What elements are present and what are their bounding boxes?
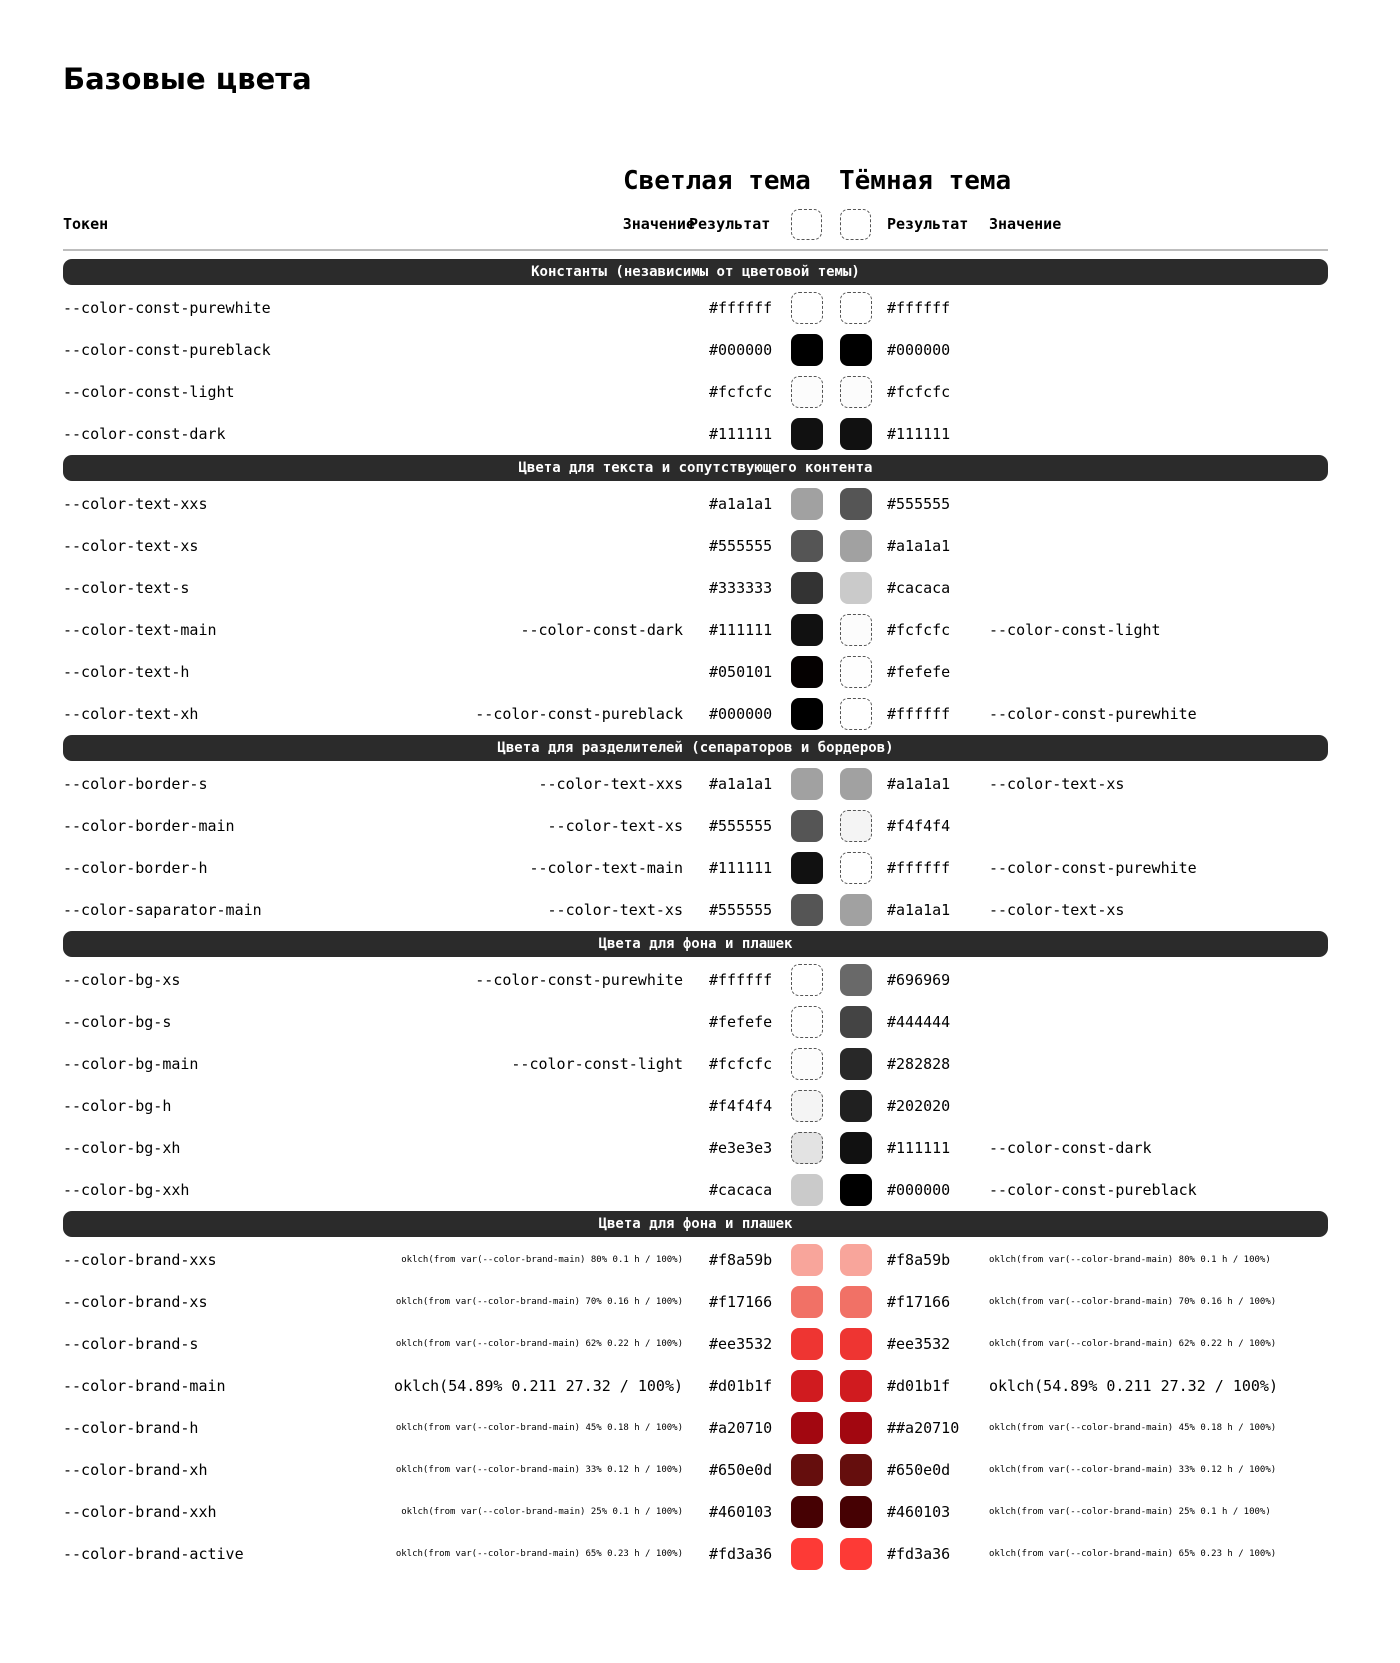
token-name: --color-brand-main xyxy=(63,1377,226,1395)
token-row xyxy=(63,1085,1328,1127)
light-color-swatch xyxy=(791,1090,823,1122)
light-color-swatch xyxy=(791,572,823,604)
token-name: --color-bg-h xyxy=(63,1097,172,1115)
token-row xyxy=(63,1001,1328,1043)
token-row xyxy=(63,483,1328,525)
light-color-swatch xyxy=(791,1132,823,1164)
dark-color-swatch xyxy=(840,1048,872,1080)
dark-hex: #460103 xyxy=(887,1503,951,1521)
section-header: Цвета для фона и плашек xyxy=(63,931,1328,957)
token-row xyxy=(63,651,1328,693)
light-value: --color-const-light xyxy=(511,1055,683,1073)
dark-hex: #202020 xyxy=(887,1097,951,1115)
token-row xyxy=(63,1407,1328,1449)
dark-hex: #fcfcfc xyxy=(887,383,951,401)
token-name: --color-text-main xyxy=(63,621,217,639)
token-name: --color-bg-xh xyxy=(63,1139,181,1157)
token-name: --color-text-h xyxy=(63,663,190,681)
dark-color-swatch xyxy=(840,1090,872,1122)
dark-color-swatch xyxy=(840,768,872,800)
light-hex: #050101 xyxy=(709,663,773,681)
light-hex: #e3e3e3 xyxy=(709,1139,773,1157)
dark-hex: #ffffff xyxy=(887,299,951,317)
dark-value: --color-const-purewhite xyxy=(989,705,1197,723)
dark-hex: #a1a1a1 xyxy=(887,537,951,555)
dark-color-swatch xyxy=(840,292,872,324)
dark-color-swatch xyxy=(840,1132,872,1164)
token-name: --color-brand-s xyxy=(63,1335,199,1353)
dark-value: oklch(from var(--color-brand-main) 70% 0.16 h / 100%) xyxy=(989,1297,1277,1307)
dark-value: oklch(from var(--color-brand-main) 65% 0.23 h / 100%) xyxy=(989,1549,1277,1559)
light-hex: #ffffff xyxy=(709,971,773,989)
light-color-swatch xyxy=(791,964,823,996)
dark-hex: #000000 xyxy=(887,341,951,359)
light-hex: #111111 xyxy=(709,425,773,443)
light-color-swatch xyxy=(791,1454,823,1486)
light-hex: #fefefe xyxy=(709,1013,773,1031)
section-header: Цвета для разделителей (сепараторов и бордеров) xyxy=(63,735,1328,761)
dark-color-swatch xyxy=(840,1174,872,1206)
token-row xyxy=(63,413,1328,455)
token-row xyxy=(63,805,1328,847)
dark-hex: #444444 xyxy=(887,1013,951,1031)
light-value: --color-text-xs xyxy=(547,817,683,835)
light-color-swatch xyxy=(791,894,823,926)
token-name: --color-text-s xyxy=(63,579,190,597)
token-row xyxy=(63,1533,1328,1575)
token-name: --color-brand-h xyxy=(63,1419,199,1437)
dark-color-swatch xyxy=(840,852,872,884)
token-row xyxy=(63,1491,1328,1533)
section-header: Константы (независимы от цветовой темы) xyxy=(63,259,1328,285)
token-name: --color-brand-xxs xyxy=(63,1251,217,1269)
dark-value: oklch(from var(--color-brand-main) 45% 0.18 h / 100%) xyxy=(989,1423,1277,1433)
dark-hex: #282828 xyxy=(887,1055,951,1073)
dark-color-swatch xyxy=(840,488,872,520)
token-row xyxy=(63,329,1328,371)
token-row xyxy=(63,1043,1328,1085)
dark-hex: #ffffff xyxy=(887,705,951,723)
token-row xyxy=(63,889,1328,931)
header-divider xyxy=(63,249,1328,251)
column-header-value-light: Значение xyxy=(622,215,695,233)
token-name: --color-bg-xxh xyxy=(63,1181,190,1199)
token-row xyxy=(63,287,1328,329)
light-hex: #a1a1a1 xyxy=(709,495,773,513)
light-hex: #000000 xyxy=(709,341,773,359)
token-row xyxy=(63,1169,1328,1211)
dark-hex: #a1a1a1 xyxy=(887,775,951,793)
token-name: --color-border-s xyxy=(63,775,208,793)
light-hex: #f17166 xyxy=(709,1293,773,1311)
dark-value: oklch(from var(--color-brand-main) 33% 0.12 h / 100%) xyxy=(989,1465,1277,1475)
dark-hex: #f4f4f4 xyxy=(887,817,951,835)
token-row xyxy=(63,567,1328,609)
light-color-swatch xyxy=(791,1048,823,1080)
dark-hex: #a1a1a1 xyxy=(887,901,951,919)
light-hex: #fcfcfc xyxy=(709,383,773,401)
light-value: oklch(from var(--color-brand-main) 25% 0.1 h / 100%) xyxy=(401,1507,683,1517)
token-name: --color-bg-s xyxy=(63,1013,172,1031)
color-token-table xyxy=(63,259,1328,1575)
dark-value: --color-const-dark xyxy=(989,1139,1152,1157)
dark-color-swatch xyxy=(840,656,872,688)
dark-color-swatch xyxy=(840,572,872,604)
dark-value: oklch(from var(--color-brand-main) 25% 0.1 h / 100%) xyxy=(989,1507,1271,1517)
section-header: Цвета для фона и плашек xyxy=(63,1211,1328,1237)
dark-color-swatch xyxy=(840,1244,872,1276)
token-row xyxy=(63,1449,1328,1491)
column-header-value-dark: Значение xyxy=(989,215,1062,233)
token-name: --color-text-xh xyxy=(63,705,199,723)
dark-color-swatch xyxy=(840,1328,872,1360)
light-hex: #ee3532 xyxy=(709,1335,773,1353)
dark-value: --color-const-pureblack xyxy=(989,1181,1197,1199)
light-color-swatch xyxy=(791,530,823,562)
dark-hex: #111111 xyxy=(887,425,951,443)
light-value: --color-text-main xyxy=(529,859,683,877)
dark-theme-title: Тёмная тема xyxy=(839,166,1012,196)
light-value: oklch(from var(--color-brand-main) 33% 0.12 h / 100%) xyxy=(395,1465,683,1475)
token-name: --color-const-purewhite xyxy=(63,299,271,317)
dark-value: --color-const-light xyxy=(989,621,1161,639)
token-row xyxy=(63,1239,1328,1281)
light-hex: #ffffff xyxy=(709,299,773,317)
light-theme-background-swatch xyxy=(791,209,822,240)
dark-color-swatch xyxy=(840,1412,872,1444)
light-value: --color-const-dark xyxy=(520,621,683,639)
light-color-swatch xyxy=(791,1496,823,1528)
light-color-swatch xyxy=(791,334,823,366)
dark-value: --color-text-xs xyxy=(989,775,1125,793)
dark-hex: #555555 xyxy=(887,495,951,513)
dark-hex: #fcfcfc xyxy=(887,621,951,639)
dark-hex: #000000 xyxy=(887,1181,951,1199)
token-row xyxy=(63,763,1328,805)
light-hex: #fd3a36 xyxy=(709,1545,773,1563)
dark-color-swatch xyxy=(840,1370,872,1402)
light-hex: #000000 xyxy=(709,705,773,723)
light-color-swatch xyxy=(791,1244,823,1276)
token-name: --color-bg-main xyxy=(63,1055,199,1073)
light-value: oklch(from var(--color-brand-main) 65% 0.23 h / 100%) xyxy=(395,1549,683,1559)
token-row xyxy=(63,959,1328,1001)
light-value: --color-text-xxs xyxy=(538,775,683,793)
dark-value: --color-const-purewhite xyxy=(989,859,1197,877)
dark-hex: #ffffff xyxy=(887,859,951,877)
page-title: Базовые цвета xyxy=(63,62,312,96)
dark-hex: ##a20710 xyxy=(887,1419,960,1437)
token-row xyxy=(63,1365,1328,1407)
light-color-swatch xyxy=(791,488,823,520)
dark-hex: #f8a59b xyxy=(887,1251,951,1269)
dark-color-swatch xyxy=(840,418,872,450)
light-hex: #a20710 xyxy=(709,1419,773,1437)
light-color-swatch xyxy=(791,376,823,408)
dark-hex: #cacaca xyxy=(887,579,951,597)
light-value: oklch(from var(--color-brand-main) 45% 0.18 h / 100%) xyxy=(395,1423,683,1433)
light-color-swatch xyxy=(791,292,823,324)
light-hex: #111111 xyxy=(709,859,773,877)
light-value: --color-const-purewhite xyxy=(475,971,683,989)
light-color-swatch xyxy=(791,1412,823,1444)
dark-color-swatch xyxy=(840,334,872,366)
token-row xyxy=(63,1281,1328,1323)
dark-value: --color-text-xs xyxy=(989,901,1125,919)
dark-hex: #fefefe xyxy=(887,663,951,681)
dark-value: oklch(54.89% 0.211 27.32 / 100%) xyxy=(989,1377,1278,1395)
light-value: oklch(from var(--color-brand-main) 62% 0.22 h / 100%) xyxy=(395,1339,683,1349)
token-name: --color-border-main xyxy=(63,817,235,835)
token-name: --color-bg-xs xyxy=(63,971,181,989)
dark-color-swatch xyxy=(840,376,872,408)
light-color-swatch xyxy=(791,1538,823,1570)
light-hex: #555555 xyxy=(709,537,773,555)
light-hex: #cacaca xyxy=(709,1181,773,1199)
light-value: --color-text-xs xyxy=(547,901,683,919)
token-name: --color-brand-active xyxy=(63,1545,244,1563)
light-hex: #fcfcfc xyxy=(709,1055,773,1073)
token-name: --color-const-light xyxy=(63,383,235,401)
dark-color-swatch xyxy=(840,1454,872,1486)
light-hex: #460103 xyxy=(709,1503,773,1521)
column-header-token: Токен xyxy=(63,215,109,233)
token-name: --color-brand-xxh xyxy=(63,1503,217,1521)
token-name: --color-saparator-main xyxy=(63,901,262,919)
light-hex: #650e0d xyxy=(709,1461,773,1479)
dark-hex: #fd3a36 xyxy=(887,1545,951,1563)
light-hex: #555555 xyxy=(709,817,773,835)
token-name: --color-const-dark xyxy=(63,425,226,443)
light-color-swatch xyxy=(791,768,823,800)
light-color-swatch xyxy=(791,852,823,884)
dark-color-swatch xyxy=(840,1496,872,1528)
token-row xyxy=(63,693,1328,735)
dark-theme-background-swatch xyxy=(840,209,871,240)
dark-color-swatch xyxy=(840,698,872,730)
light-value: --color-const-pureblack xyxy=(475,705,683,723)
dark-hex: #650e0d xyxy=(887,1461,951,1479)
dark-color-swatch xyxy=(840,1538,872,1570)
light-color-swatch xyxy=(791,1006,823,1038)
token-name: --color-const-pureblack xyxy=(63,341,271,359)
light-hex: #a1a1a1 xyxy=(709,775,773,793)
token-name: --color-text-xxs xyxy=(63,495,208,513)
dark-color-swatch xyxy=(840,810,872,842)
dark-value: oklch(from var(--color-brand-main) 62% 0.22 h / 100%) xyxy=(989,1339,1277,1349)
dark-hex: #f17166 xyxy=(887,1293,951,1311)
token-row xyxy=(63,371,1328,413)
light-color-swatch xyxy=(791,698,823,730)
light-value: oklch(from var(--color-brand-main) 80% 0.1 h / 100%) xyxy=(401,1255,683,1265)
light-hex: #555555 xyxy=(709,901,773,919)
light-color-swatch xyxy=(791,1370,823,1402)
light-color-swatch xyxy=(791,1328,823,1360)
column-header-result-dark: Результат xyxy=(887,215,969,233)
token-name: --color-brand-xh xyxy=(63,1461,208,1479)
light-hex: #f8a59b xyxy=(709,1251,773,1269)
light-hex: #d01b1f xyxy=(709,1377,773,1395)
light-theme-title: Светлая тема xyxy=(623,166,811,196)
dark-color-swatch xyxy=(840,614,872,646)
light-value: oklch(54.89% 0.211 27.32 / 100%) xyxy=(394,1377,683,1395)
dark-color-swatch xyxy=(840,894,872,926)
dark-hex: #696969 xyxy=(887,971,951,989)
dark-value: oklch(from var(--color-brand-main) 80% 0.1 h / 100%) xyxy=(989,1255,1271,1265)
light-value: oklch(from var(--color-brand-main) 70% 0.16 h / 100%) xyxy=(395,1297,683,1307)
token-row xyxy=(63,847,1328,889)
light-color-swatch xyxy=(791,810,823,842)
light-color-swatch xyxy=(791,656,823,688)
light-hex: #333333 xyxy=(709,579,773,597)
light-color-swatch xyxy=(791,418,823,450)
dark-hex: #ee3532 xyxy=(887,1335,951,1353)
light-color-swatch xyxy=(791,1286,823,1318)
light-color-swatch xyxy=(791,1174,823,1206)
token-name: --color-text-xs xyxy=(63,537,199,555)
light-hex: #111111 xyxy=(709,621,773,639)
dark-color-swatch xyxy=(840,1006,872,1038)
dark-hex: #d01b1f xyxy=(887,1377,951,1395)
light-hex: #f4f4f4 xyxy=(709,1097,773,1115)
column-header-result-light: Результат xyxy=(689,215,771,233)
token-name: --color-brand-xs xyxy=(63,1293,208,1311)
token-row xyxy=(63,1127,1328,1169)
token-row xyxy=(63,1323,1328,1365)
dark-color-swatch xyxy=(840,964,872,996)
dark-color-swatch xyxy=(840,530,872,562)
section-header: Цвета для текста и сопутствующего контента xyxy=(63,455,1328,481)
light-color-swatch xyxy=(791,614,823,646)
token-row xyxy=(63,525,1328,567)
dark-color-swatch xyxy=(840,1286,872,1318)
token-name: --color-border-h xyxy=(63,859,208,877)
dark-hex: #111111 xyxy=(887,1139,951,1157)
token-row xyxy=(63,609,1328,651)
